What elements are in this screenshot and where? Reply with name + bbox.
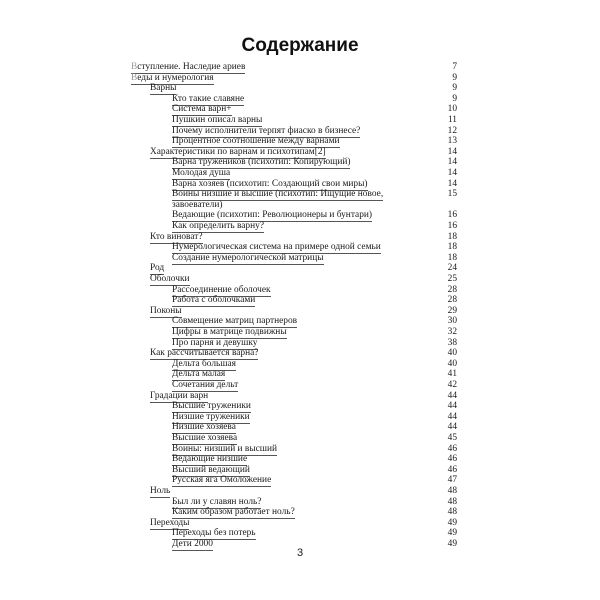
toc-entry-title: Сочетания дельт — [172, 380, 239, 390]
toc-entry — [0, 327, 600, 338]
toc-entry — [0, 465, 600, 476]
toc-entry-page: 45 — [447, 433, 457, 443]
toc-entry-title: Веды и нумерология — [131, 72, 214, 83]
toc-entry-title: Молодая душа — [172, 168, 231, 178]
toc-entry — [0, 189, 600, 200]
toc-entry-page: 15 — [447, 189, 457, 200]
toc-entry-page: 44 — [447, 411, 457, 422]
toc-entry-page: 46 — [447, 464, 457, 475]
toc-entry-title: Кто такие славяне — [172, 93, 245, 104]
toc-entry-title: Ведающие низшие — [172, 454, 248, 465]
toc-entry-page: 18 — [447, 231, 457, 242]
toc-entry — [0, 338, 600, 349]
toc-entry-page: 41 — [447, 369, 457, 380]
page-number: 3 — [296, 547, 304, 559]
toc-entry-title: Низшие труженики — [172, 411, 250, 422]
toc-entry — [0, 306, 600, 317]
toc-entry-title: Высший ведающий — [172, 464, 250, 475]
toc-entry — [0, 518, 600, 529]
toc-entry-page: 16 — [447, 210, 457, 221]
toc-entry — [0, 115, 600, 126]
toc-entry-page: 14 — [447, 146, 457, 157]
toc-entry-title: Работа с оболочками — [172, 295, 256, 306]
toc-entry-title: Русская яга Омоложение — [172, 475, 272, 486]
toc-entry-title: Характеристики по варнам и психотипам[2] — [150, 146, 326, 157]
toc-entry-page: 42 — [447, 380, 457, 390]
toc-entry-title: Воины низшие и высшие (психотип: Ищущие новое, — [172, 189, 384, 200]
toc-entry-page: 11 — [447, 115, 457, 125]
toc-entry-page: 28 — [447, 295, 457, 306]
toc-entry-title: Система варн+ — [172, 104, 232, 115]
toc-entry-page: 25 — [447, 274, 457, 284]
toc-entry — [0, 221, 600, 232]
toc-entry-title: Ноль — [150, 486, 171, 496]
toc-entry-page: 49 — [447, 539, 457, 549]
toc-entry-title: Кто виноват? — [150, 231, 203, 242]
toc-entry — [0, 380, 600, 391]
toc-entry-page: 16 — [447, 221, 457, 231]
toc-entry — [0, 359, 600, 370]
toc-entry-page: 47 — [447, 475, 457, 486]
toc-entry — [0, 157, 600, 168]
toc-entry — [0, 242, 600, 253]
page-title: Содержание — [241, 35, 359, 56]
toc-entry-title: Переходы — [150, 517, 190, 528]
toc-entry-title: завоеватели) — [172, 199, 223, 210]
toc-entry-page: 48 — [447, 496, 457, 507]
toc-entry-page: 46 — [447, 443, 457, 454]
toc-entry — [0, 285, 600, 296]
toc-entry — [0, 401, 600, 412]
toc-entry-title: Варны — [150, 83, 177, 94]
toc-entry — [0, 179, 600, 190]
toc-entry-title: Поконы — [150, 305, 182, 316]
toc-entry-page: 9 — [452, 72, 457, 83]
toc-entry-page: 10 — [447, 104, 457, 115]
toc-entry-title: Низшие хозяева — [172, 422, 236, 433]
toc-entry — [0, 136, 600, 147]
toc-entry — [0, 83, 600, 94]
toc-entry — [0, 104, 600, 115]
toc-entry — [0, 497, 600, 508]
toc-entry-page: 40 — [447, 358, 457, 369]
toc-entry-title: Каким образом работает ноль? — [172, 507, 295, 518]
toc-entry-page: 12 — [447, 125, 457, 136]
toc-entry-title: Ведающие (психотип: Революционеры и бунтари) — [172, 210, 373, 221]
toc-entry-page: 14 — [447, 178, 457, 189]
toc-entry-page: 14 — [447, 157, 457, 168]
toc-entry — [0, 528, 600, 539]
toc-entry — [0, 444, 600, 455]
toc-entry — [0, 94, 600, 105]
toc-entry-page: 9 — [452, 93, 457, 104]
toc-entry-title: Процентное соотношение между варнами — [172, 136, 340, 147]
toc-entry-title: Дельта малая — [172, 369, 226, 380]
toc-entry-title: Градации варн — [150, 390, 209, 401]
toc-entry — [0, 475, 600, 486]
toc-entry — [0, 507, 600, 518]
toc-entry-title: Почему исполнители терпят фиаско в бизнесе? — [172, 125, 361, 136]
toc-entry-title: Цифры в матрице подвижны — [172, 327, 287, 337]
toc-entry-page: 44 — [447, 401, 457, 412]
toc-entry-title: Варна тружеников (психотип: Копирующий) — [172, 157, 351, 168]
toc-entry-title: Дети 2000 — [172, 539, 213, 549]
toc-entry — [0, 369, 600, 380]
toc-entry-page: 7 — [452, 62, 457, 72]
toc-entry-page: 30 — [447, 316, 457, 327]
toc-entry-page: 48 — [447, 486, 457, 496]
toc-entry-page: 48 — [447, 507, 457, 518]
toc-entry — [0, 126, 600, 137]
toc-entry-title: Высшие хозяева — [172, 433, 238, 443]
toc-entry-title: Про парня и девушку — [172, 337, 258, 348]
toc-entry — [0, 62, 600, 73]
toc-entry-page: 14 — [447, 168, 457, 178]
toc-entry — [0, 412, 600, 423]
toc-entry-page: 49 — [447, 517, 457, 528]
toc-entry-title: Воины: низший и высший — [172, 443, 278, 454]
toc-entry — [0, 210, 600, 221]
toc-entry-page: 32 — [447, 327, 457, 337]
toc-entry — [0, 168, 600, 179]
toc-entry-page: 13 — [447, 136, 457, 147]
toc-entry-title: Создание нумерологической матрицы — [172, 252, 324, 263]
toc-entry-page: 46 — [447, 454, 457, 465]
toc-entry — [0, 391, 600, 402]
toc-entry-title: Как рассчитывается варна? — [150, 348, 259, 359]
toc-entry-page: 28 — [447, 284, 457, 295]
toc-entry-title: Высшие труженики — [172, 401, 251, 412]
toc-entry-title: Пушкин описал варны — [172, 115, 263, 125]
toc-entry-title: Дельта большая — [172, 358, 236, 369]
toc-entry — [0, 73, 600, 84]
toc-entry-page: 29 — [447, 305, 457, 316]
toc-entry-page: 9 — [452, 83, 457, 94]
toc-entry — [0, 422, 600, 433]
toc-entry-page: 24 — [447, 263, 457, 274]
toc-entry-title: Нумерологическая система на примере одной семьи — [172, 242, 381, 253]
toc-entry-page: 44 — [447, 422, 457, 433]
toc-entry-page: 44 — [447, 390, 457, 401]
toc-entry-title: Варна хозяев (психотип: Создающий свои миры) — [172, 178, 368, 189]
toc-entry — [0, 348, 600, 359]
toc-entry — [0, 263, 600, 274]
toc-entry — [0, 316, 600, 327]
toc-entry-title: Вступление. Наследие ариев — [131, 62, 246, 72]
toc-entry-page: 18 — [447, 252, 457, 263]
toc-entry-title: Как определить варну? — [172, 221, 264, 231]
toc-entry — [0, 253, 600, 264]
toc-entry — [0, 295, 600, 306]
toc-entry-title: Совмещение матриц партнеров — [172, 316, 298, 327]
toc-entry — [0, 232, 600, 243]
toc-entry-title: Был ли у славян ноль? — [172, 496, 262, 507]
toc-entry — [0, 274, 600, 285]
toc-entry-title: Оболочки — [150, 274, 190, 284]
toc-entry-page: 18 — [447, 242, 457, 253]
toc-entry — [0, 433, 600, 444]
toc-entry — [0, 486, 600, 497]
toc-entry-page: 49 — [447, 528, 457, 539]
toc-entry — [0, 454, 600, 465]
toc-entry-title: Рассоединение оболочек — [172, 284, 271, 295]
toc-entry-page: 38 — [447, 337, 457, 348]
toc-entry-title: Род — [150, 263, 165, 274]
toc-entry-title: Переходы без потерь — [172, 528, 256, 539]
toc-entry-page: 40 — [447, 348, 457, 359]
